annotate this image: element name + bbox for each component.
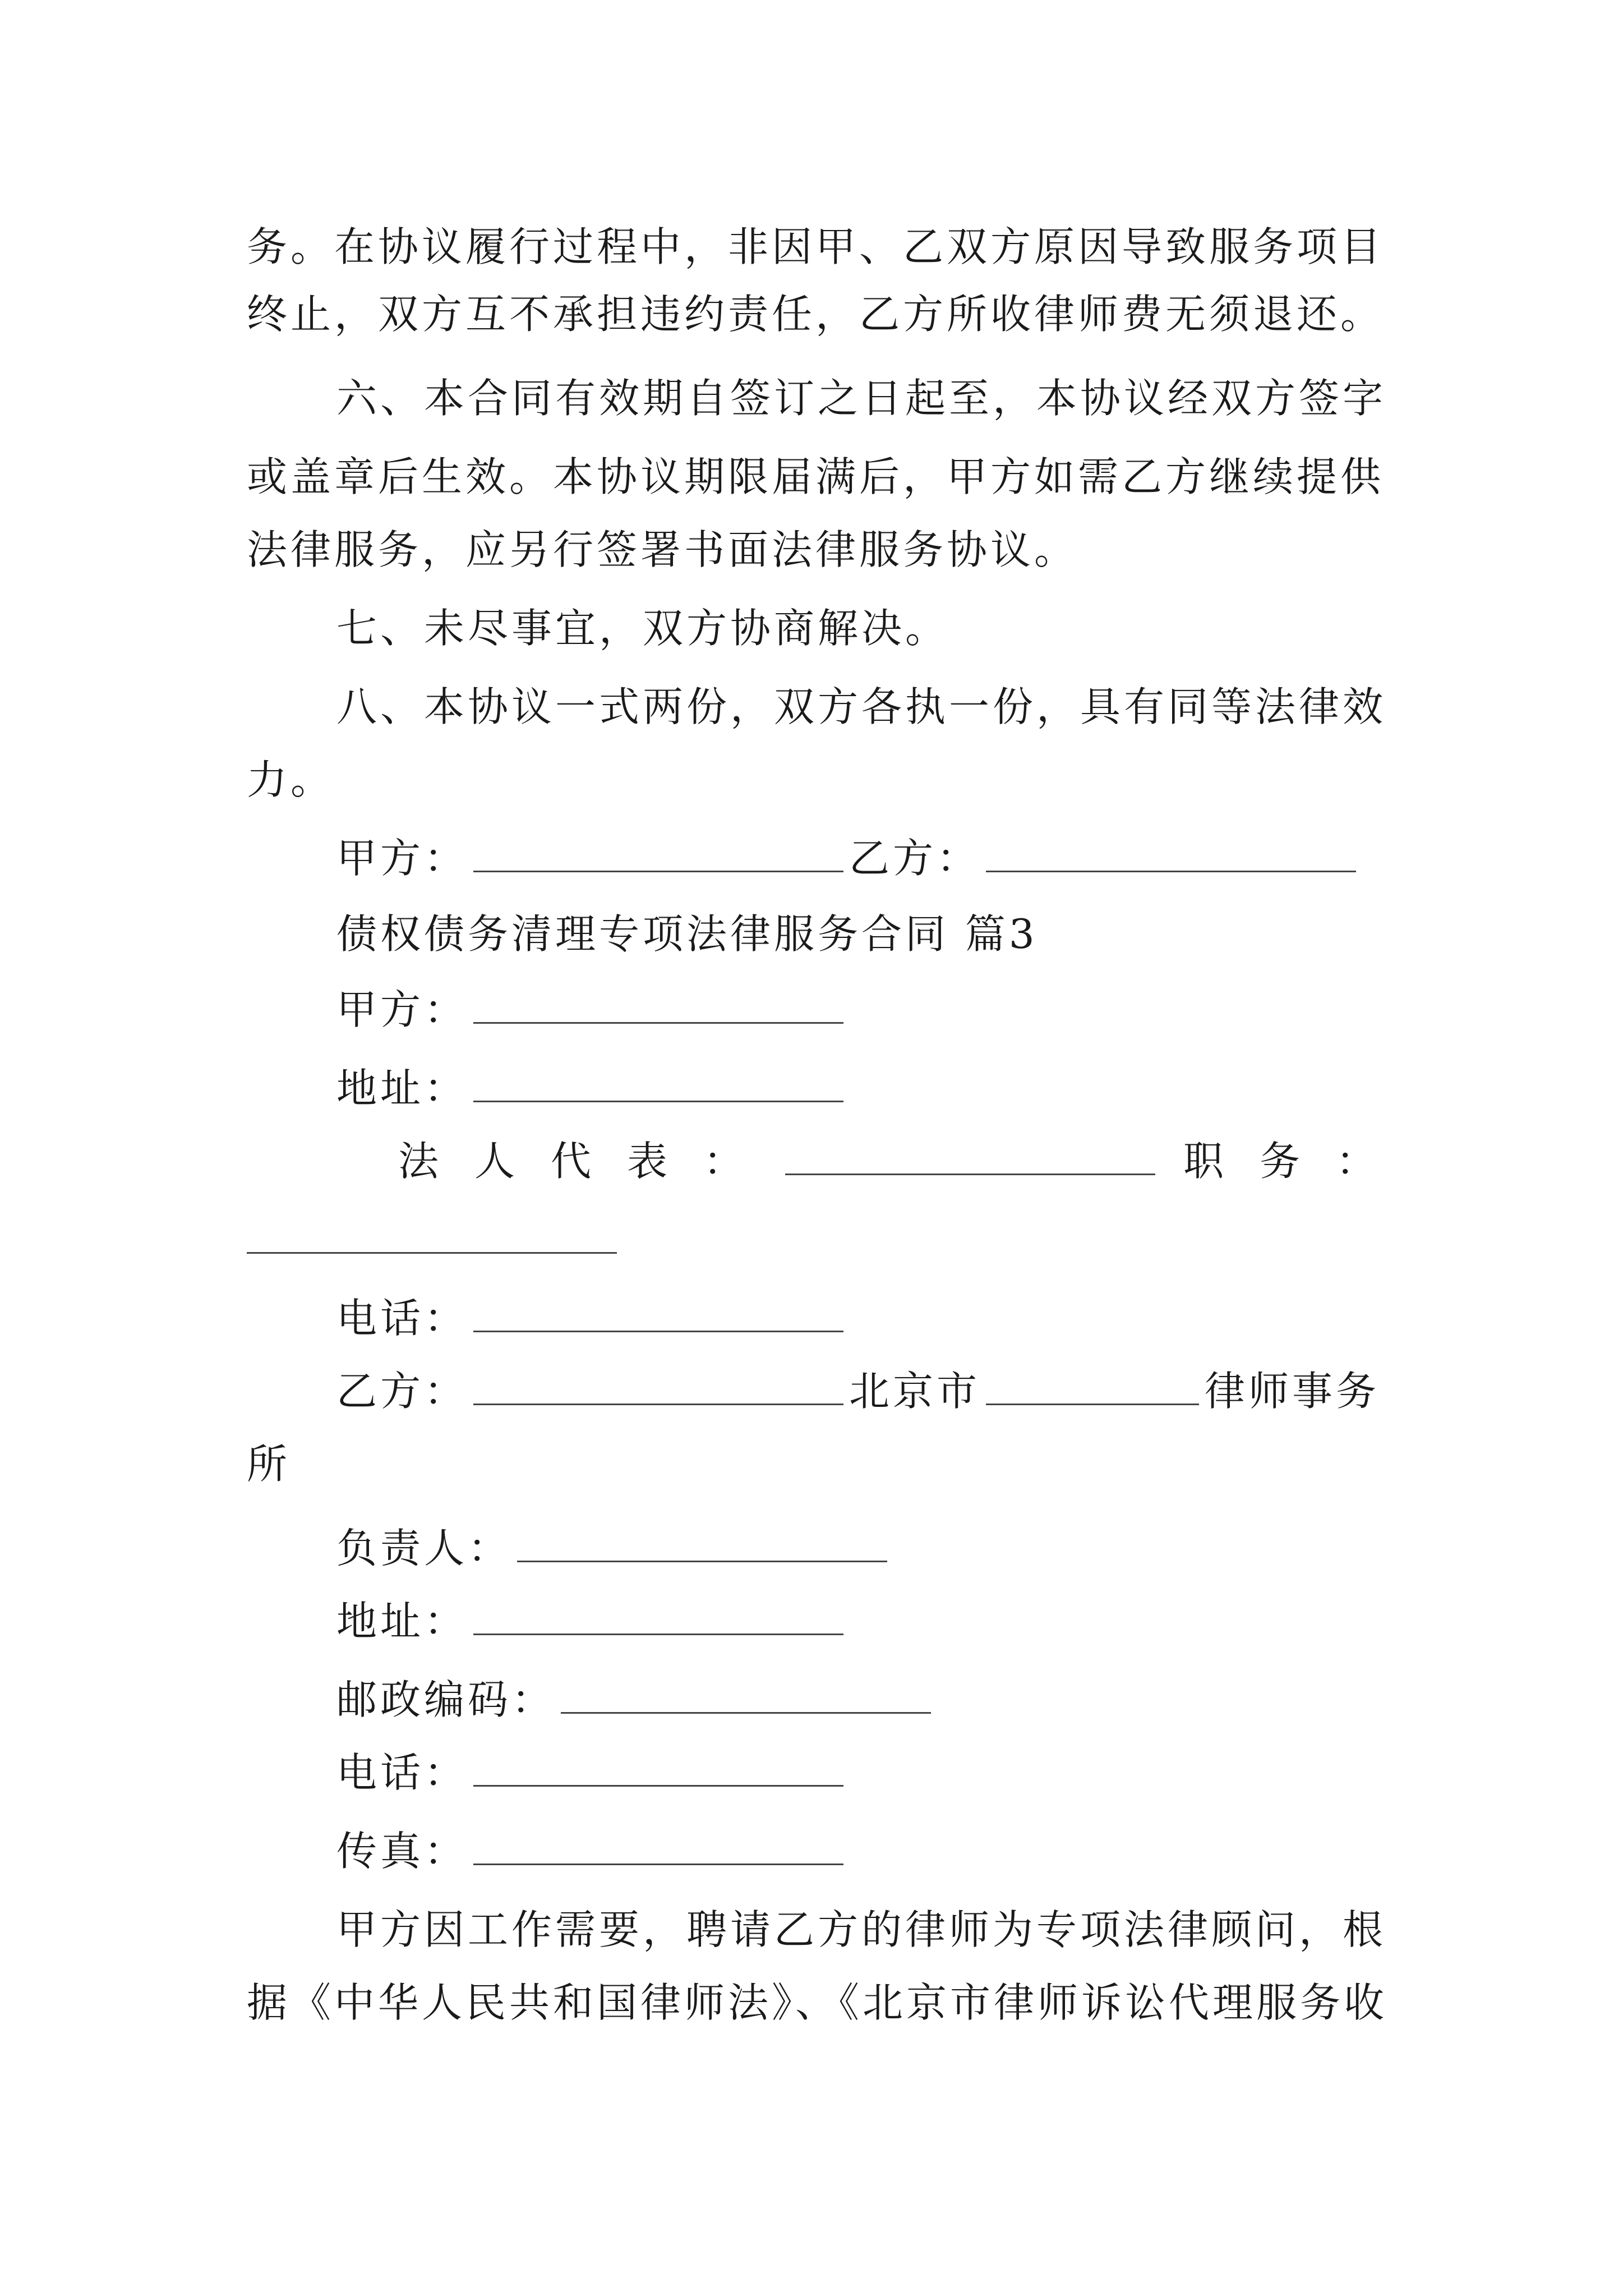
paragraph-line: 六、本合同有效期自签订之日起至，本协议经双方签字 [336, 375, 1387, 422]
party-a-label: 甲方： [336, 835, 468, 882]
field-responsible: 负责人： [336, 1520, 893, 1576]
field-blank [785, 1133, 1155, 1175]
field-blank [561, 1672, 931, 1714]
paragraph-line: 法律服务，应另行签署书面法律服务协议。 [247, 526, 1078, 573]
field-party-b-cont: 所 [247, 1441, 291, 1488]
paragraph-line: 力。 [247, 756, 335, 803]
paragraph-line: 八、本协议一式两份，双方各执一份，具有同等法律效 [336, 683, 1387, 730]
field-blank [473, 1290, 843, 1332]
field-phone-2: 电话： [336, 1745, 849, 1801]
field-blank [473, 1745, 843, 1787]
field-blank [473, 1060, 843, 1102]
field-party-a: 甲方： [336, 982, 849, 1038]
field-fax: 传真： [336, 1823, 849, 1879]
paragraph-line: 终止，双方互不承担违约责任，乙方所收律师费无须退还。 [247, 291, 1385, 338]
field-party-b: 乙方： 北京市 律师事务 [336, 1363, 1380, 1419]
field-blank [247, 1212, 617, 1254]
section-title: 债权债务清理专项法律服务合同 篇3 [336, 910, 1038, 958]
paragraph-line: 甲方因工作需要，聘请乙方的律师为专项法律顾问，根 [336, 1906, 1387, 1953]
field-blank [517, 1520, 887, 1562]
field-legal-rep: 法人代表： 职务： [398, 1133, 1412, 1189]
field-address-2: 地址： [336, 1593, 849, 1649]
field-phone-1: 电话： [336, 1290, 849, 1346]
field-position-blank-row [247, 1212, 623, 1268]
field-address-1: 地址： [336, 1060, 849, 1116]
field-blank [986, 1363, 1199, 1405]
paragraph-line: 务。在协议履行过程中，非因甲、乙双方原因导致服务项目 [247, 223, 1385, 270]
field-postcode: 邮政编码： [336, 1672, 937, 1728]
field-blank [473, 982, 843, 1024]
paragraph-line: 或盖章后生效。本协议期限届满后，甲方如需乙方继续提供 [247, 453, 1385, 500]
field-blank [473, 1593, 843, 1635]
party-b-label: 乙方： [849, 835, 981, 882]
signature-row [336, 830, 1362, 886]
field-blank [473, 1363, 843, 1405]
party-b-blank [986, 830, 1356, 872]
paragraph-line: 七、未尽事宜，双方协商解决。 [336, 605, 949, 652]
paragraph-line: 据《中华人民共和国律师法》、《北京市律师诉讼代理服务收 [247, 1979, 1388, 2026]
party-a-blank [473, 830, 843, 872]
field-blank [473, 1823, 843, 1865]
